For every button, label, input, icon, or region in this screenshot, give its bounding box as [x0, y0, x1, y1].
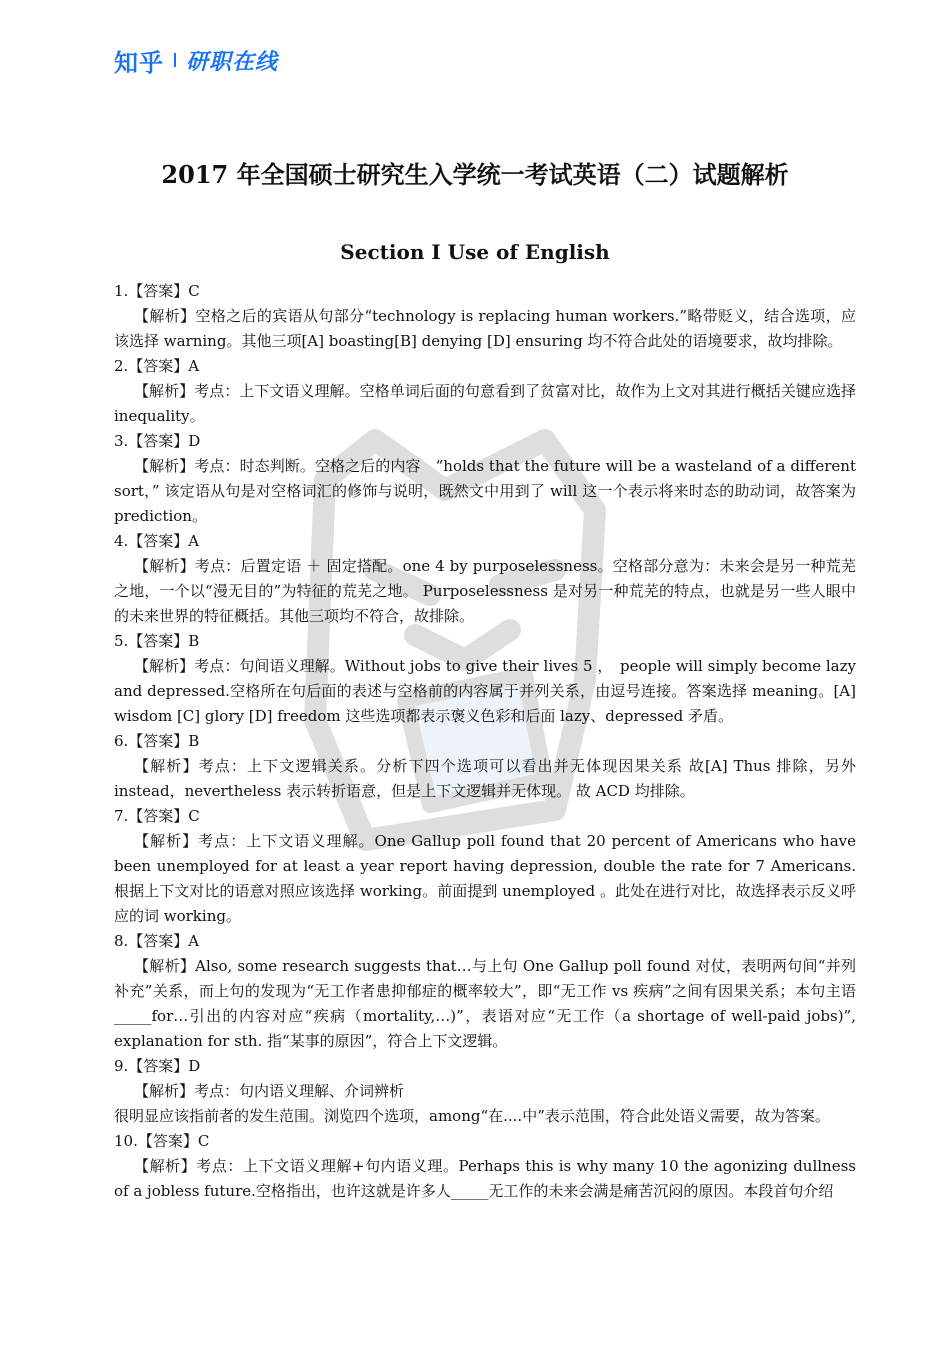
- explanation: 【解析】考点：后置定语 ＋ 固定搭配。one 4 by purposelessness。空格部分意为：未来会是另一种荒芜之地，一个以“漫无目的”为特征的荒芜之地。 Purposelessness 是对另一种荒芜的特点，也就是另一些人眼中的未来世界的特征概括。其他三项均不符合，故排除。: [114, 557, 856, 625]
- explanation: 【解析】考点：句间语义理解。Without jobs to give their lives 5 ， people will simply become lazy and depressed.空格所在句后面的表述与空格前的内容属于并列关系，由逗号连接。答案选择 meaning。[A] wisdom [C] glory [D] freedom 这些选项都表示褒义色彩和后面 lazy、depressed 矛盾。: [114, 657, 856, 725]
- explanation: 【解析】考点：上下文语义理解。空格单词后面的句意看到了贫富对比，故作为上文对其进行概括关键应选择 inequality。: [114, 382, 856, 425]
- explanation: 【解析】考点：上下文语义理解。One Gallup poll found that 20 percent of Americans who have been unemployed for at least a year report having depression, double the rate for 7 Americans.根据上下文对比的语意对照应该选择 working。前面提到 unemployed 。此处在进行对比，故选择表示反义呼应的词 working。: [114, 832, 856, 925]
- answer-label: 8.【答案】A: [114, 932, 200, 950]
- document-title: 2017 年全国硕士研究生入学统一考试英语（二）试题解析: [161, 160, 789, 189]
- brand-zhihu: 知乎: [114, 48, 164, 77]
- explanation-continued: 很明显应该指前者的发生范围。浏览四个选项，among“在....中”表示范围，符合此处语义需要，故为答案。: [114, 1107, 830, 1125]
- explanation: 【解析】空格之后的宾语从句部分“technology is replacing human workers.”略带贬义，结合选项，应该选择 warning。其他三项[A] boasting[B] denying [D] ensuring 均不符合此处的语境要求，故均排除。: [114, 307, 856, 350]
- answer-label: 1.【答案】C: [114, 282, 200, 300]
- explanation: 【解析】考点：上下文逻辑关系。分析下四个选项可以看出并无体现因果关系 故[A] Thus 排除，另外 instead，nevertheless 表示转折语意，但是上下文逻辑并无体现。 故 ACD 均排除。: [114, 757, 856, 800]
- explanation: 【解析】考点：时态判断。空格之后的内容 “holds that the future will be a wasteland of a different sort，” 该定语从句是对空格词汇的修饰与说明，既然文中用到了 will 这一个表示将来时态的助动词，故答案为 prediction。: [114, 457, 856, 525]
- answer-label: 10.【答案】C: [114, 1132, 210, 1150]
- answer-label: 4.【答案】A: [114, 532, 200, 550]
- answer-label: 5.【答案】B: [114, 632, 200, 650]
- logo-divider: [174, 53, 176, 67]
- explanation: 【解析】Also, some research suggests that…与上句 One Gallup poll found 对仗，表明两句间“并列补充”关系，而上句的发现为“无工作者患抑郁症的概率较大”，即“无工作 vs 疾病”之间有因果关系；本句主语_____for…引出的内容对应“疾病（mortality,…)”，表语对应“无工作（a shortage of well-paid jobs)”, explanation for sth. 指“某事的原因”，符合上下文逻辑。: [114, 957, 856, 1050]
- explanation: 【解析】考点：句内语义理解、介词辨析: [134, 1082, 405, 1100]
- answer-label: 2.【答案】A: [114, 357, 200, 375]
- answer-label: 6.【答案】B: [114, 732, 200, 750]
- answer-list: [114, 279, 856, 1204]
- zhihu-yanzhi-logo: [114, 44, 278, 76]
- answer-label: 3.【答案】D: [114, 432, 201, 450]
- section-title: Section I Use of English: [340, 240, 610, 264]
- brand-yanzhi: 研职在线: [186, 49, 279, 75]
- answer-label: 9.【答案】D: [114, 1057, 201, 1075]
- answer-label: 7.【答案】C: [114, 807, 200, 825]
- explanation: 【解析】考点：上下文语义理解+句内语义理。Perhaps this is why many 10 the agonizing dullness of a jobless future.空格指出，也许这就是许多人_____无工作的未来会满是痛苦沉闷的原因。本段首句介绍: [114, 1157, 856, 1200]
